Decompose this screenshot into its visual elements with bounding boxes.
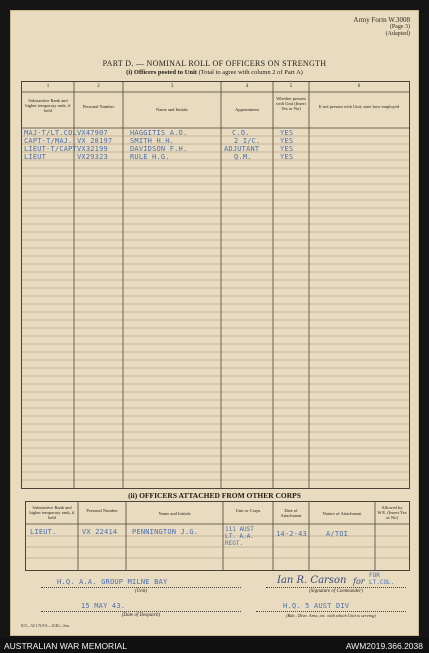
t2-header-unit: Unit or Corps [235, 508, 261, 513]
form-page [10, 10, 419, 636]
header-personal-number: Personal Number [82, 104, 115, 109]
form-reference [353, 17, 410, 38]
col-number-3: 3 [170, 84, 174, 89]
row-4-rank: LIEUT [24, 153, 47, 161]
signature-label: (Signature of Commander) [309, 589, 363, 594]
unit-line [41, 587, 241, 588]
section-1-bold: (i) Officers posted to Unit [126, 69, 197, 76]
row-4-appointment: Q.M. [234, 153, 252, 161]
t2-header-date: Date of Attachment [280, 508, 302, 518]
section-1-heading [11, 69, 418, 76]
signature-for: for [353, 577, 365, 586]
despatch-date-label: (Date of Despatch) [121, 613, 161, 618]
form-adapted-note: (Adapted) [385, 31, 410, 37]
row-4-name: RULE H.G. [130, 153, 170, 161]
t2-row-1-number: VX 22414 [82, 528, 118, 536]
row-1-appointment: C.O. [232, 129, 250, 137]
col-number-1: 1 [46, 84, 50, 89]
col-number-6: 6 [357, 84, 361, 89]
unit-value: H.Q. A.A. GROUP MILNE BAY [57, 578, 168, 586]
printer-reference: 815—W.1.N.P.S.—8/40—Sm. [21, 623, 70, 628]
row-3-rank: LIEUT-T/CAPT. [24, 145, 82, 153]
t2-row-1-unit: 111 AUST LT. A.A. REGT. [225, 526, 254, 547]
row-4-number: VX29323 [77, 153, 108, 161]
t2-row-1-rank: LIEUT. [30, 528, 57, 536]
header-employed: If not present with Unit, state how employed [318, 104, 400, 109]
signature-line [266, 587, 406, 588]
caption-accession: AWM2019.366.2038 [345, 641, 423, 651]
officers-posted-table [21, 81, 410, 489]
header-rank: Substantive Rank and higher temporary rank, if held [25, 98, 71, 113]
header-name: Name and Initials [156, 107, 188, 112]
t2-row-1-nature: A/TOI [326, 530, 349, 538]
formation-value: H.Q. 5 AUST DIV [283, 602, 350, 610]
row-2-present: YES [280, 137, 294, 145]
row-1-rank: MAJ-T/LT.COL. [24, 129, 82, 137]
row-1-present: YES [280, 129, 294, 137]
row-3-present: YES [280, 145, 294, 153]
commander-signature: Ian R. Carson [277, 575, 347, 586]
header-present: Whether present with Unit (Insert Yes or No) [276, 96, 306, 111]
t2-header-number: Personal Number [86, 508, 118, 513]
t2-header-name: Name and Initials [158, 511, 191, 516]
row-1-name: HAGGITIS A.O. [130, 129, 188, 137]
officers-attached-table [25, 501, 410, 571]
unit-label: (Unit) [134, 589, 148, 594]
t2-header-rank: Substantive Rank and higher temporary rank, if held [29, 505, 75, 520]
caption-institution: AUSTRALIAN WAR MEMORIAL [4, 641, 127, 651]
row-2-number: VX 28197 [77, 137, 113, 145]
col-number-2: 2 [97, 84, 100, 89]
signature-suffix: FOR LT.COL. [369, 572, 395, 586]
t2-row-1-name: PENNINGTON J.G. [132, 528, 199, 536]
row-3-name: DAVIDSON F.H. [130, 145, 188, 153]
formation-label: (Bde., Divn. Area, etc. with which Unit is serving) [286, 613, 376, 618]
form-title: PART D. — NOMINAL ROLL OF OFFICERS ON STRENGTH [102, 59, 327, 68]
despatch-date: 15 MAY 43. [81, 602, 126, 610]
formation-line [256, 611, 406, 612]
form-page-number: (Page 3) [389, 24, 410, 30]
t2-header-nature: Nature of Attachment [322, 511, 362, 516]
row-2-name: SMITH H.H. [130, 137, 175, 145]
row-3-appointment: ADJUTANT [224, 145, 260, 153]
t2-row-1-date: 14-2-43 [276, 530, 307, 538]
row-3-number: VX32199 [77, 145, 108, 153]
col-number-4: 4 [245, 84, 249, 89]
section-2-heading: (ii) OFFICERS ATTACHED FROM OTHER CORPS [128, 491, 301, 500]
header-appointment: Appointment [235, 107, 259, 112]
row-4-present: YES [280, 153, 294, 161]
date-line [41, 611, 241, 612]
form-name: Army Form W.3008 [353, 16, 410, 24]
row-2-appointment: 2 I/C. [234, 137, 261, 145]
caption-bar [0, 638, 429, 653]
section-1-note: (Total to agree with column 2 of Part A) [198, 69, 303, 76]
t2-header-allowed: Allowed by W.E. (Insert Yes or No) [377, 505, 407, 520]
row-1-number: VX47907 [77, 129, 108, 137]
col-number-5: 5 [289, 84, 293, 89]
row-2-rank: CAPT-T/MAJ. [24, 137, 73, 145]
